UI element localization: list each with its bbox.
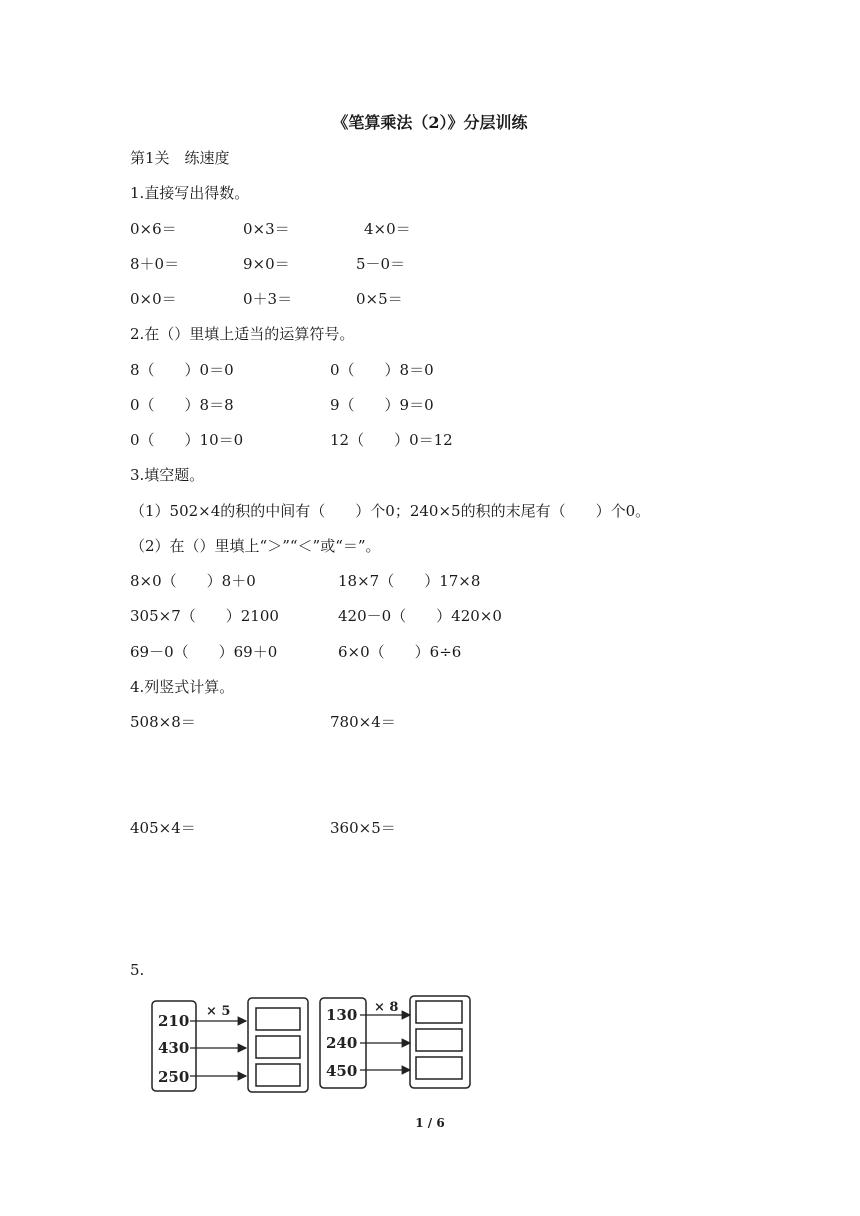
q1-title: 1.直接写出得数。 [130,184,250,202]
q5-right-answer-box[interactable] [416,1057,462,1079]
q4-problem: 780×4＝ [330,713,396,731]
q2-problem: 12（ ）0＝12 [330,431,453,449]
q3-compare: 8×0（ ）8＋0 [130,572,256,590]
level-heading: 第1关 练速度 [130,149,230,167]
q4-problem: 508×8＝ [130,713,196,731]
q5-left-input-value: 210 [158,1012,190,1030]
q5-label: 5. [130,961,145,979]
q5-left-output-frame [248,998,308,1092]
q1-problem: 0×0＝ [130,290,177,308]
q5-left-answer-box[interactable] [256,1008,300,1030]
q1-problem: 5－0＝ [356,255,406,273]
q3-part2: （2）在（）里填上“＞”“＜”或“＝”。 [130,537,381,555]
q2-problem: 0（ ）8＝0 [330,361,434,379]
page-title: 《笔算乘法（2）》分层训练 [332,113,528,132]
q2-problem: 8（ ）0＝0 [130,361,234,379]
q5-right-output-frame [410,996,470,1088]
q2-problem: 0（ ）10＝0 [130,431,244,449]
page-number: 1 / 6 [415,1116,445,1130]
q1-problem: 8＋0＝ [130,255,180,273]
q2-problem: 0（ ）8＝8 [130,396,234,414]
q5-mapping-diagram [148,993,478,1095]
q5-right-operator: × 8 [374,1000,399,1015]
q3-compare: 18×7（ ）17×8 [338,572,481,590]
q5-left-answer-box[interactable] [256,1064,300,1086]
q4-title: 4.列竖式计算。 [130,678,235,696]
q5-left-input-value: 430 [158,1039,190,1057]
q1-problem: 4×0＝ [364,220,411,238]
q3-title: 3.填空题。 [130,466,205,484]
q4-problem: 405×4＝ [130,819,196,837]
q3-compare: 305×7（ ）2100 [130,607,279,625]
q2-title: 2.在（）里填上适当的运算符号。 [130,325,355,343]
q5-left-answer-box[interactable] [256,1036,300,1058]
q5-right-input-value: 240 [326,1034,358,1052]
q5-right-input-value: 450 [326,1062,358,1080]
q5-right-input-value: 130 [326,1006,358,1024]
q1-problem: 0×6＝ [130,220,177,238]
q5-right-answer-box[interactable] [416,1001,462,1023]
q3-compare: 6×0（ ）6÷6 [338,643,462,661]
q4-problem: 360×5＝ [330,819,396,837]
q3-part1: （1）502×4的积的中间有（ ）个0；240×5的积的末尾有（ ）个0。 [130,502,651,520]
q3-compare: 420－0（ ）420×0 [338,607,502,625]
q1-problem: 0×3＝ [243,220,290,238]
q5-right-answer-box[interactable] [416,1029,462,1051]
q2-problem: 9（ ）9＝0 [330,396,434,414]
q5-left-operator: × 5 [206,1004,231,1019]
q1-problem: 9×0＝ [243,255,290,273]
q1-problem: 0＋3＝ [243,290,293,308]
q1-problem: 0×5＝ [356,290,403,308]
q5-left-input-value: 250 [158,1068,190,1086]
q3-compare: 69－0（ ）69＋0 [130,643,278,661]
